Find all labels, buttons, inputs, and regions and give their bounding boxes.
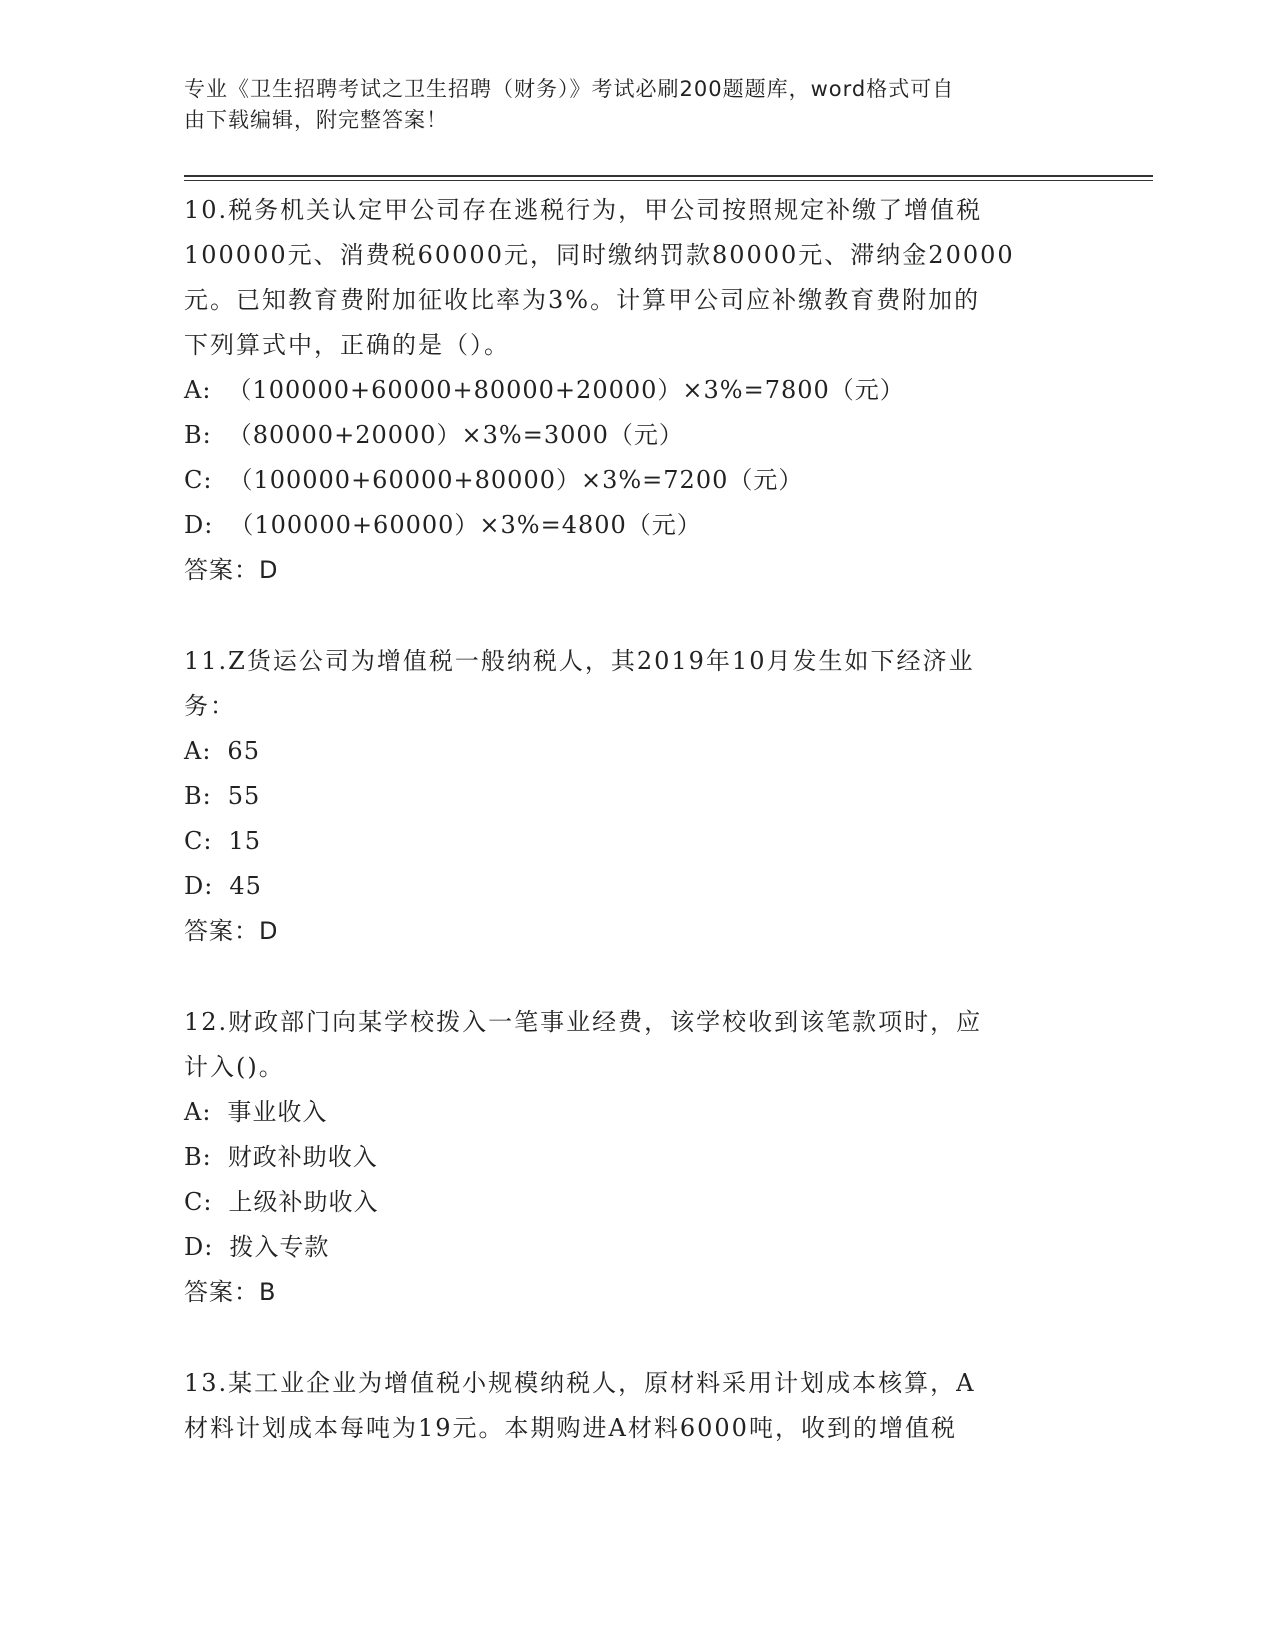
option-key: B: — [184, 782, 212, 810]
option-key: D: — [184, 1233, 214, 1261]
stem-line: 12.财政部门向某学校拨入一笔事业经费，该学校收到该笔款项时，应 — [184, 1008, 983, 1036]
option-key: C: — [184, 466, 213, 494]
stem-line: 11.Z货运公司为增值税一般纳税人，其2019年10月发生如下经济业 — [184, 647, 975, 675]
stem-line: 10.税务机关认定甲公司存在逃税行为，甲公司按照规定补缴了增值税 — [184, 196, 983, 224]
header-divider-thin — [184, 180, 1153, 181]
option-text: 65 — [227, 737, 260, 765]
stem-line: 元。已知教育费附加征收比率为3%。计算甲公司应补缴教育费附加的 — [184, 286, 981, 314]
option-b — [184, 774, 1064, 819]
stem-line: 务： — [184, 692, 236, 720]
question-stem — [184, 639, 1064, 729]
option-d — [184, 503, 1064, 548]
option-c — [184, 458, 1064, 503]
option-text: 55 — [227, 782, 261, 810]
option-key: C: — [184, 1188, 213, 1216]
option-text: 15 — [228, 827, 261, 855]
option-d — [184, 1225, 1064, 1270]
stem-line: 13.某工业企业为增值税小规模纳税人，原材料采用计划成本核算，A — [184, 1369, 976, 1397]
question-list — [184, 188, 1064, 1497]
question-stem — [184, 1361, 1064, 1451]
option-text: （100000+60000）×3%=4800（元） — [229, 511, 702, 539]
option-text: 事业收入 — [227, 1098, 328, 1126]
stem-line: 材料计划成本每吨为19元。本期购进A材料6000吨，收到的增值税 — [184, 1414, 957, 1442]
option-c — [184, 1180, 1064, 1225]
option-key: B: — [184, 1143, 212, 1171]
option-c — [184, 819, 1064, 864]
option-a — [184, 729, 1064, 774]
option-text: （80000+20000）×3%=3000（元） — [227, 421, 684, 449]
option-text: 45 — [229, 872, 262, 900]
document-header — [184, 74, 1064, 136]
option-b — [184, 413, 1064, 458]
header-line: 由下载编辑，附完整答案！ — [184, 108, 448, 132]
question-stem — [184, 188, 1064, 368]
answer-line: 答案：B — [184, 1278, 277, 1306]
question-10 — [184, 188, 1064, 593]
option-key: D: — [184, 872, 214, 900]
option-text: 拨入专款 — [229, 1233, 330, 1261]
option-text: 财政补助收入 — [227, 1143, 378, 1171]
option-text: 上级补助收入 — [228, 1188, 379, 1216]
header-divider — [184, 175, 1153, 177]
question-13 — [184, 1361, 1064, 1451]
option-text: （100000+60000+80000）×3%=7200（元） — [228, 466, 804, 494]
question-12 — [184, 1000, 1064, 1315]
stem-line: 计入()。 — [184, 1053, 285, 1081]
header-line: 专业《卫生招聘考试之卫生招聘（财务）》考试必刷200题题库，word格式可自 — [184, 77, 955, 101]
option-b — [184, 1135, 1064, 1180]
question-stem — [184, 1000, 1064, 1090]
option-a — [184, 1090, 1064, 1135]
stem-line: 下列算式中，正确的是（）。 — [184, 331, 510, 359]
question-11 — [184, 639, 1064, 954]
option-key: B: — [184, 421, 212, 449]
option-key: A: — [184, 1098, 212, 1126]
option-key: A: — [184, 737, 212, 765]
stem-line: 100000元、消费税60000元，同时缴纳罚款80000元、滞纳金20000 — [184, 241, 1015, 269]
option-key: C: — [184, 827, 213, 855]
answer-line: 答案：D — [184, 917, 279, 945]
answer-line: 答案：D — [184, 556, 279, 584]
option-key: A: — [184, 376, 212, 404]
option-key: D: — [184, 511, 214, 539]
option-text: （100000+60000+80000+20000）×3%=7800（元） — [227, 376, 905, 404]
option-d — [184, 864, 1064, 909]
option-a — [184, 368, 1064, 413]
